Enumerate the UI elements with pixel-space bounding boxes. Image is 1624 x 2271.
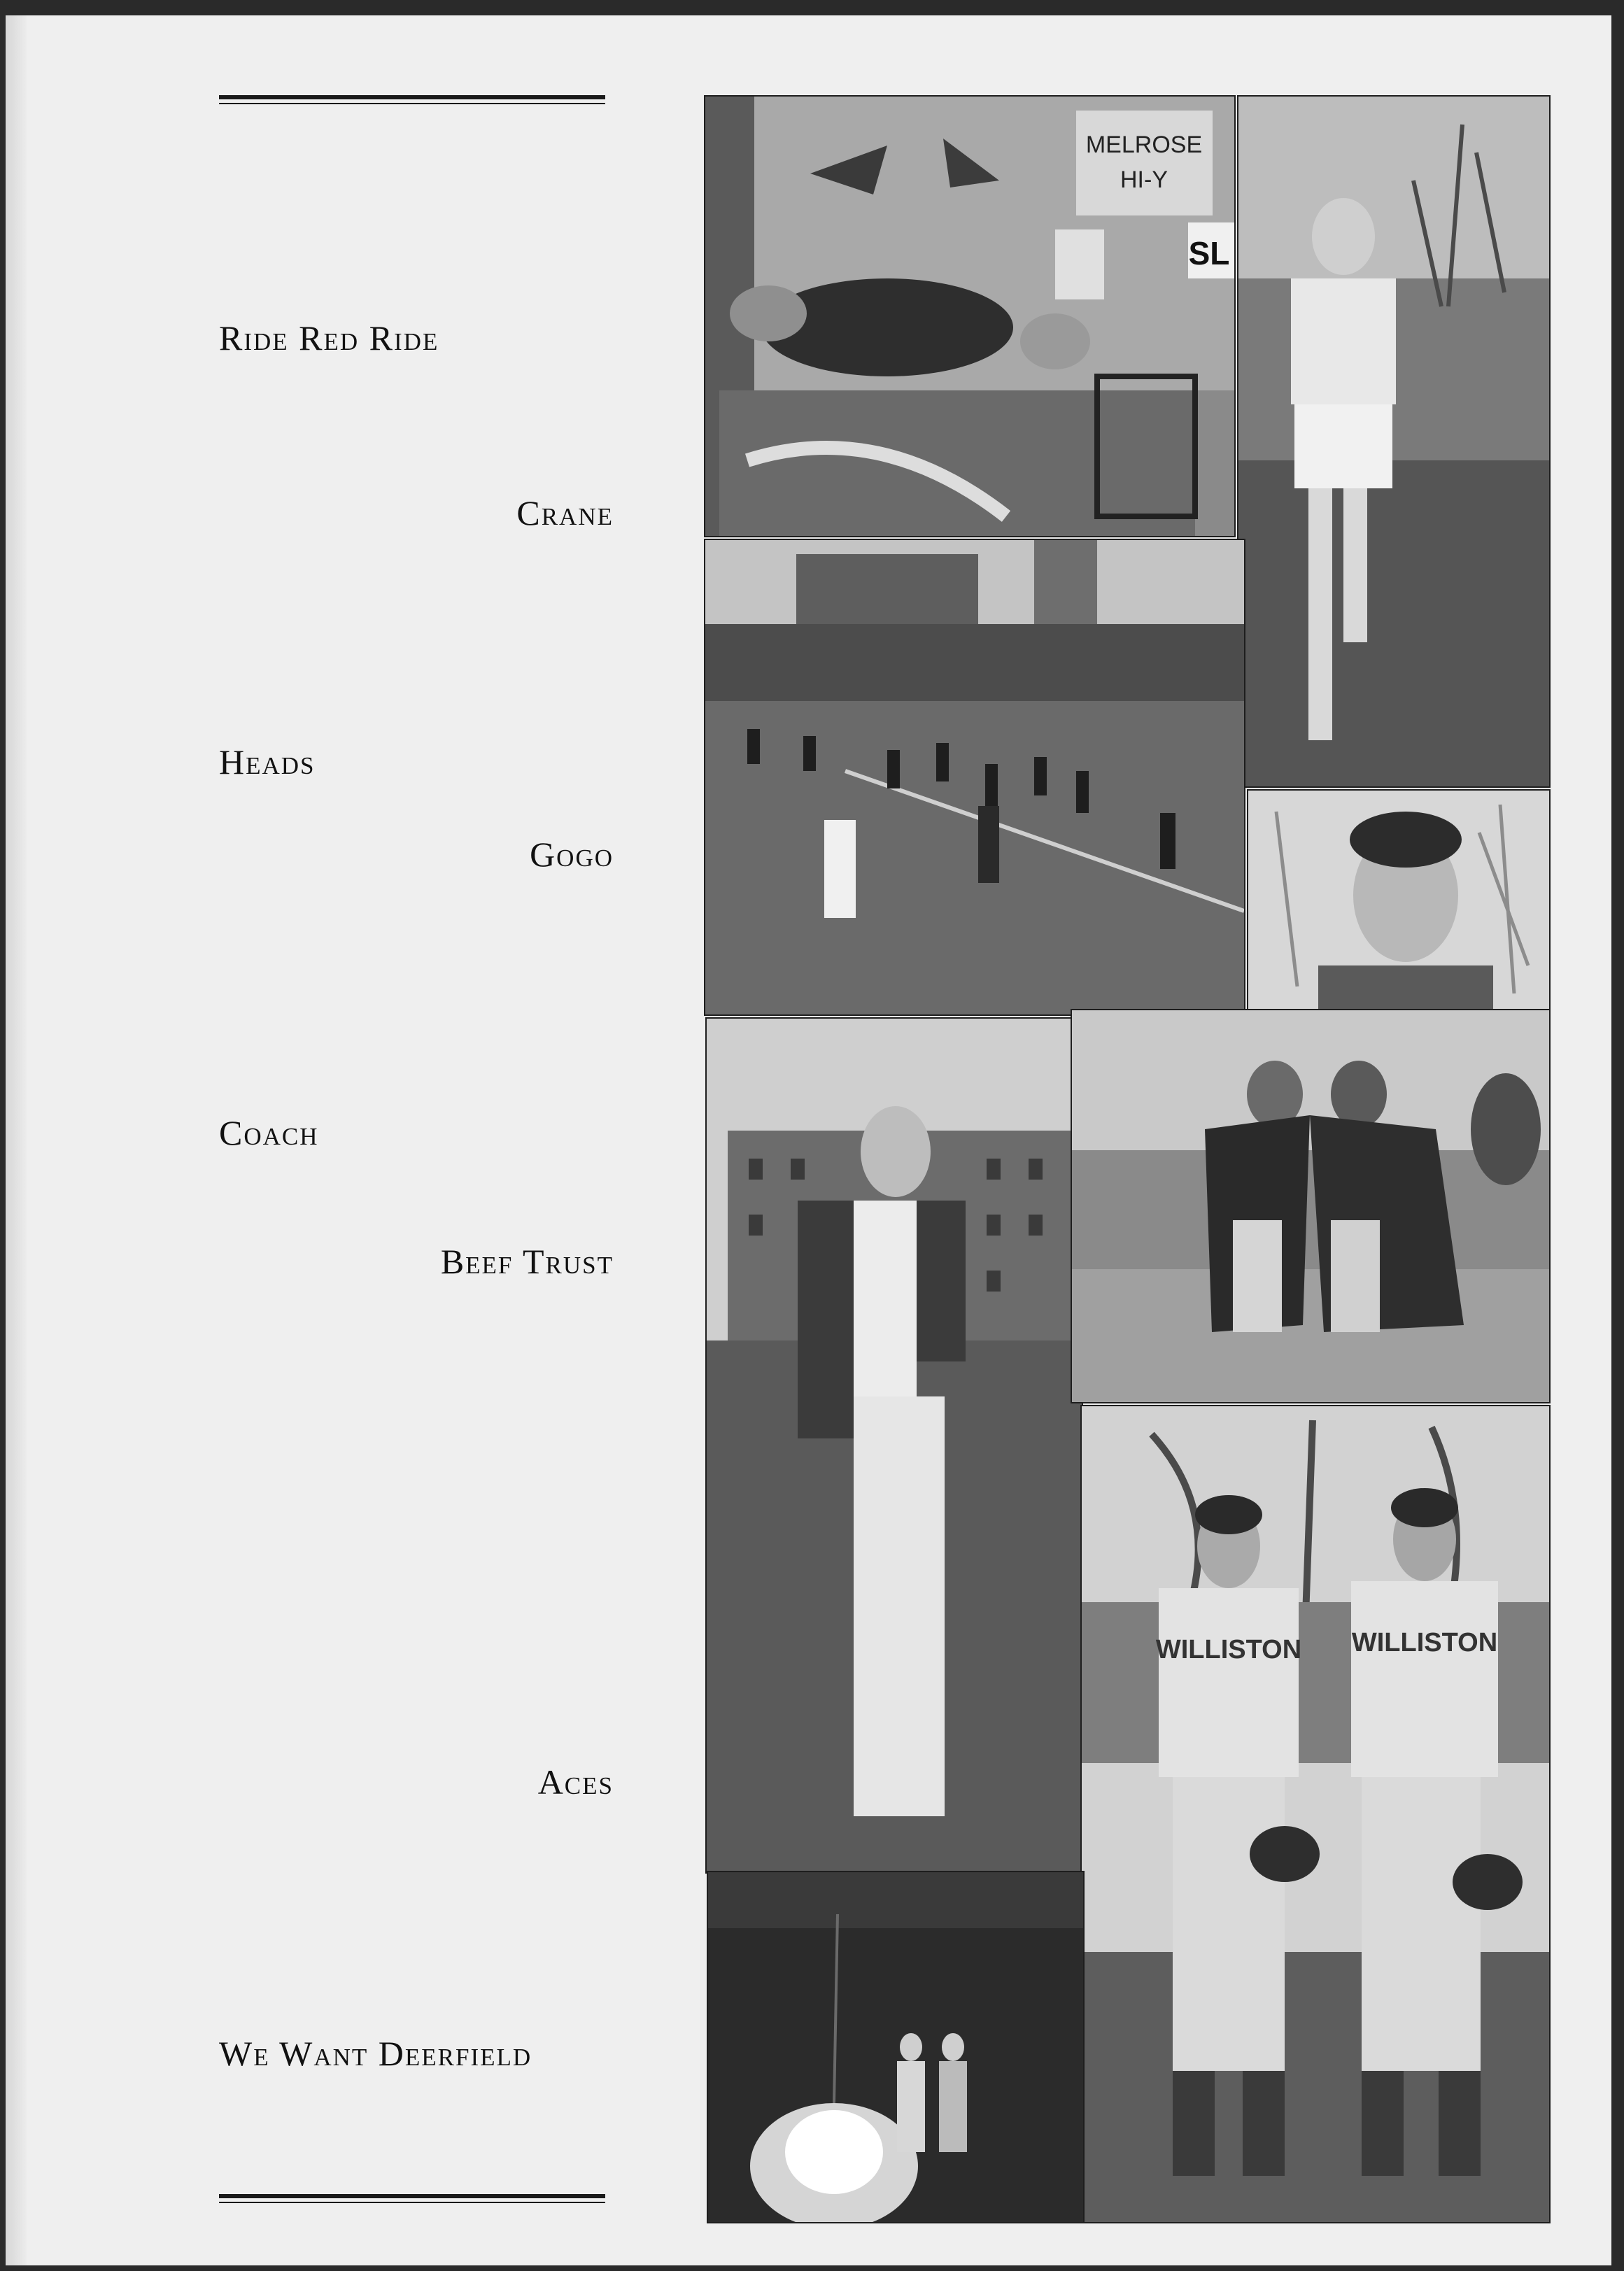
top-rule <box>219 95 605 104</box>
banner-text-1: MELROSE <box>1085 132 1203 158</box>
banner-text-3: SL <box>1188 235 1230 271</box>
photo-coach <box>705 1017 1083 1874</box>
bottom-rule <box>219 2194 605 2203</box>
caption-ride-red-ride: Ride Red Ride <box>219 318 439 358</box>
caption-aces: Aces <box>537 1762 614 1802</box>
caption-gogo: Gogo <box>530 835 614 874</box>
caption-coach: Coach <box>219 1113 319 1152</box>
photo-baseball-aces <box>1080 1405 1551 2223</box>
jersey-text-left: WILLISTON <box>1155 1635 1302 1664</box>
photo-bonfire <box>707 1871 1085 2223</box>
photo-portrait-gogo <box>1247 789 1551 1016</box>
banner-text-2: HI-Y <box>1120 167 1168 193</box>
caption-we-want-deerfield: We Want Deerfield <box>219 2034 532 2073</box>
yearbook-page <box>6 15 1611 2265</box>
photo-beef-trust <box>1071 1009 1551 1403</box>
caption-crane: Crane <box>516 493 614 532</box>
jersey-text-right: WILLISTON <box>1351 1628 1498 1657</box>
page-spine <box>6 15 27 2265</box>
caption-beef-trust: Beef Trust <box>440 1242 614 1281</box>
caption-heads: Heads <box>219 742 316 781</box>
photo-runner <box>1237 95 1551 788</box>
photo-dorm-room <box>704 95 1236 537</box>
photo-field-game <box>704 539 1245 1016</box>
